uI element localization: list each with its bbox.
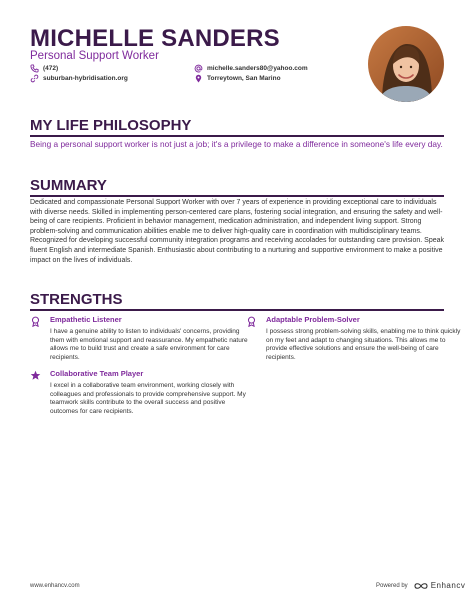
section-divider [30, 195, 444, 197]
strength-description: I possess strong problem-solving skills, enabling me to think quickly on my feet and adapt to changing situations. This allows me to provide effective solutions and ensure the well-being of care recipients. [266, 328, 461, 361]
enhancv-logo-icon [414, 582, 428, 590]
at-icon [194, 64, 203, 73]
location-text: Torreytown, San Marino [207, 75, 281, 82]
footer-website[interactable]: www.enhancv.com [30, 583, 80, 589]
brand-name: Enhancv [430, 581, 466, 590]
email-text[interactable]: michelle.sanders80@yahoo.com [207, 65, 308, 72]
strength-title: Empathetic Listener [50, 315, 122, 324]
strength-description: I excel in a collaborative team environment, working closely with colleagues and professionals to provide comprehensive support. My teamwork skills contribute to the overall success and positive outcomes for care recipients. [50, 382, 246, 415]
powered-by-text: Powered by [376, 582, 408, 589]
location-pin-icon [194, 74, 203, 83]
section-divider [30, 135, 444, 137]
medal-icon [30, 314, 41, 325]
job-title: Personal Support Worker [30, 50, 159, 62]
strength-title: Collaborative Team Player [50, 369, 144, 378]
medal-icon [246, 314, 257, 325]
strength-title: Adaptable Problem-Solver [266, 315, 360, 324]
summary-text: Dedicated and compassionate Personal Support Worker with over 7 years of experience in providing exceptional care to individuals with diverse needs. Skilled in implementing person-centered care plans, fostering social integration, and ensuring the safety and well-being of care recipients. Proficient in behavior management, medication administration, and independent living support. Strong problem-solving and communication abilities enable me to deliver high-quality care in coordination with multidisciplinary teams. Recognized for developing successful community integration programs and receiving accolades for outstanding care provision. Speak fluent English and intermediate Spanish. Enthusiastic about contributing to a nurturing and supportive environment to make a positive impact on the lives of individuals. [30, 199, 445, 264]
contact-email[interactable] [194, 64, 308, 73]
link-icon [30, 74, 39, 83]
contact-location [194, 74, 281, 83]
strength-description: I have a genuine ability to listen to individuals' concerns, providing them with emotional support and reassurance. My empathetic nature allows me to build trust and create a safe environment for care recipients. [50, 328, 248, 361]
summary-heading: SUMMARY [30, 177, 107, 194]
philosophy-heading: MY LIFE PHILOSOPHY [30, 117, 192, 134]
section-divider [30, 309, 444, 311]
footer-branding [376, 581, 465, 590]
candidate-name: MICHELLE SANDERS [30, 25, 280, 52]
strengths-heading: STRENGTHS [30, 291, 123, 308]
star-icon [30, 368, 41, 379]
profile-photo [368, 26, 444, 102]
website-text[interactable]: suburban-hybridisation.org [43, 75, 128, 82]
contact-phone [30, 64, 58, 73]
phone-text: (472) [43, 65, 59, 72]
phone-icon [30, 64, 39, 73]
contact-website[interactable] [30, 74, 128, 83]
philosophy-text: Being a personal support worker is not just a job; it's a privilege to make a difference in someone's life every day. [30, 139, 443, 149]
